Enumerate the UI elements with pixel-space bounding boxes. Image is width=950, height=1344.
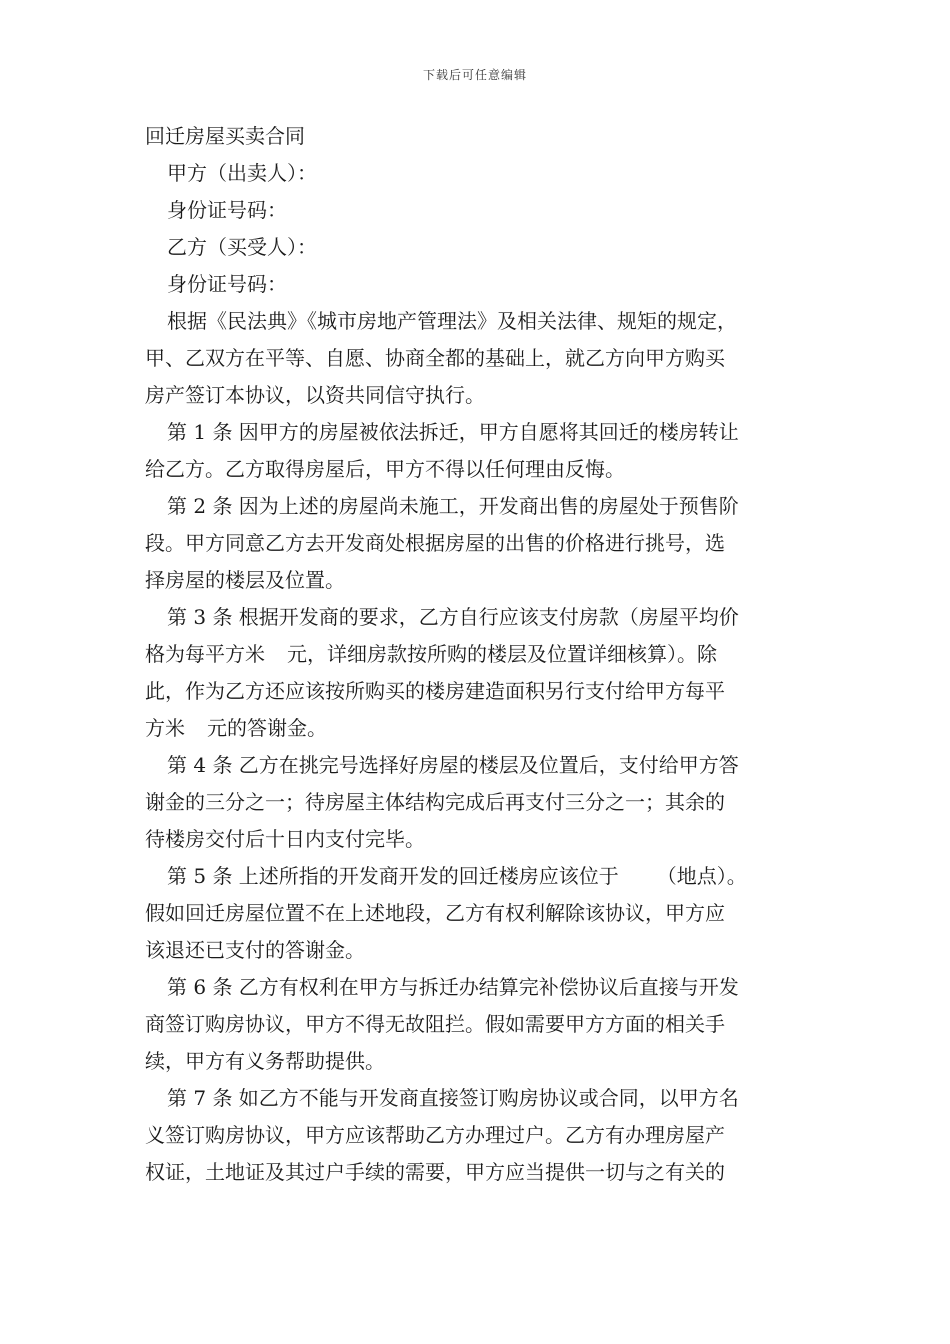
article-7-line: 第 7 条 如乙方不能与开发商直接签订购房协议或合同，以甲方名 [167, 1086, 739, 1110]
article-1-line: 给乙方。乙方取得房屋后，甲方不得以任何理由反悔。 [145, 457, 625, 481]
article-6-line: 第 6 条 乙方有权利在甲方与拆迁办结算完补偿协议后直接与开发 [167, 975, 739, 999]
article-5-line: 该退还已支付的答谢金。 [145, 938, 365, 962]
article-7-line: 权证，土地证及其过户手续的需要，甲方应当提供一切与之有关的 [145, 1160, 725, 1184]
article-3-text: 元，详细房款按所购的楼层及位置详细核算）。除 [287, 642, 717, 666]
article-7-line: 义签订购房协议，甲方应该帮助乙方办理过户。乙方有办理房屋产 [145, 1123, 725, 1147]
document-title: 回迁房屋买卖合同 [145, 124, 305, 148]
article-5-text: 第 5 条 上述所指的开发商开发的回迁楼房应该位于 [167, 864, 619, 888]
preamble-line: 房产签订本协议，以资共同信守执行。 [145, 383, 485, 407]
article-2-line: 择房屋的楼层及位置。 [145, 568, 345, 592]
article-3-text: 格为每平方米 [145, 642, 265, 666]
party-b-id-line: 身份证号码： [167, 272, 287, 296]
article-4-line: 待楼房交付后十日内支付完毕。 [145, 827, 425, 851]
party-a-id-line: 身份证号码： [167, 198, 287, 222]
article-4-line: 谢金的三分之一；待房屋主体结构完成后再支付三分之一；其余的 [145, 790, 725, 814]
party-a-line: 甲方（出卖人）： [167, 161, 317, 185]
article-6-line: 续，甲方有义务帮助提供。 [145, 1049, 385, 1073]
article-3-text: 元的答谢金。 [207, 716, 327, 740]
article-5-text: （地点）。 [656, 864, 747, 888]
article-6-line: 商签订购房协议，甲方不得无故阻拦。假如需要甲方方面的相关手 [145, 1012, 725, 1036]
party-b-line: 乙方（买受人）： [167, 235, 317, 259]
article-3-text: 方米 [145, 716, 185, 740]
preamble-line: 根据《民法典》《城市房地产管理法》及相关法律、规矩的规定， [167, 309, 737, 333]
article-3-line [145, 636, 807, 673]
article-1-line: 第 1 条 因甲方的房屋被依法拆迁，甲方自愿将其回迁的楼房转让 [167, 420, 739, 444]
preamble-line: 甲、乙双方在平等、自愿、协商全都的基础上，就乙方向甲方购买 [145, 346, 725, 370]
article-4-line: 第 4 条 乙方在挑完号选择好房屋的楼层及位置后，支付给甲方答 [167, 753, 739, 777]
header-note: 下载后可任意编辑 [422, 68, 527, 82]
article-5-line: 假如回迁房屋位置不在上述地段，乙方有权利解除该协议，甲方应 [145, 901, 725, 925]
article-2-line: 第 2 条 因为上述的房屋尚未施工，开发商出售的房屋处于预售阶 [167, 494, 739, 518]
article-3-line: 此，作为乙方还应该按所购买的楼房建造面积另行支付给甲方每平 [145, 679, 725, 703]
document-body [145, 118, 807, 1191]
article-5-line [145, 858, 807, 895]
article-3-line [145, 710, 807, 747]
article-2-line: 段。甲方同意乙方去开发商处根据房屋的出售的价格进行挑号，选 [145, 531, 725, 555]
article-3-line: 第 3 条 根据开发商的要求，乙方自行应该支付房款（房屋平均价 [167, 605, 739, 629]
